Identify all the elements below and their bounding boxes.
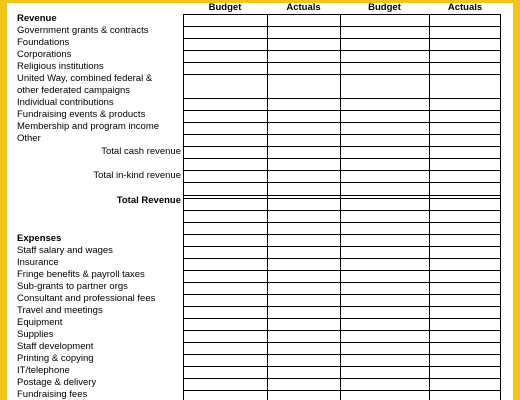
- grid-row-line: [183, 122, 501, 123]
- expense-item: Consultant and professional fees: [17, 293, 156, 304]
- grid-row-line: [183, 366, 501, 367]
- revenue-item: Fundraising events & products: [17, 109, 146, 120]
- grid-row-line: [183, 210, 501, 211]
- revenue-item: Individual contributions: [17, 97, 114, 108]
- grid-row-line: [183, 74, 501, 75]
- expense-item: Staff development: [17, 341, 94, 352]
- expenses-heading: Expenses: [17, 233, 62, 244]
- revenue-item: Foundations: [17, 37, 70, 48]
- grid-row-line: [183, 62, 501, 63]
- grid-row-line: [183, 294, 501, 295]
- budget-worksheet: [7, 3, 513, 400]
- grid-row-line: [183, 170, 501, 171]
- grid-row-line: [183, 342, 501, 343]
- expense-item: Fringe benefits & payroll taxes: [17, 269, 145, 280]
- column-header-actuals-1: Actuals: [286, 3, 321, 13]
- revenue-item: Religious institutions: [17, 61, 104, 72]
- expense-item: Printing & copying: [17, 353, 94, 364]
- revenue-item: Membership and program income: [17, 121, 160, 132]
- grid-row-line: [183, 222, 501, 223]
- total-cash-revenue-label: Total cash revenue: [101, 146, 181, 157]
- column-header-budget-2: Budget: [368, 3, 401, 13]
- revenue-item: other federated campaigns: [17, 85, 131, 96]
- grid-row-line: [183, 198, 501, 199]
- expense-item: Fundraising fees: [17, 389, 88, 400]
- expense-item: Travel and meetings: [17, 305, 103, 316]
- column-header-budget-1: Budget: [208, 3, 242, 13]
- grid-row-line: [183, 195, 501, 196]
- total-revenue-label: Total Revenue: [116, 195, 181, 206]
- revenue-item: Other: [17, 133, 41, 144]
- grid-row-line: [183, 134, 501, 135]
- budget-grid: [183, 14, 501, 400]
- grid-row-line: [183, 378, 501, 379]
- grid-row-line: [183, 306, 501, 307]
- grid-row-line: [183, 98, 501, 99]
- expense-item: Postage & delivery: [17, 377, 97, 388]
- grid-row-line: [183, 318, 501, 319]
- grid-row-line: [183, 270, 501, 271]
- grid-row-line: [183, 38, 501, 39]
- grid-row-line: [183, 246, 501, 247]
- grid-row-line: [183, 234, 501, 235]
- grid-row-line: [183, 50, 501, 51]
- column-header-actuals-2: Actuals: [447, 3, 483, 13]
- grid-row-line: [183, 354, 501, 355]
- grid-row-line: [183, 158, 501, 159]
- grid-row-line: [183, 182, 501, 183]
- grid-row-line: [183, 282, 501, 283]
- grid-row-line: [183, 110, 501, 111]
- grid-row-line: [183, 330, 501, 331]
- expense-item: Supplies: [17, 329, 54, 340]
- grid-row-line: [183, 258, 501, 259]
- revenue-item: United Way, combined federal &: [17, 73, 153, 84]
- grid-row-line: [183, 146, 501, 147]
- total-inkind-revenue-label: Total in-kind revenue: [93, 170, 181, 181]
- expense-item: Staff salary and wages: [17, 245, 113, 256]
- revenue-item: Government grants & contracts: [17, 25, 149, 36]
- grid-row-line: [183, 14, 501, 15]
- expense-item: Sub-grants to partner orgs: [17, 281, 128, 292]
- revenue-heading: Revenue: [17, 13, 57, 24]
- expense-item: Equipment: [17, 317, 63, 328]
- grid-row-line: [183, 26, 501, 27]
- expense-item: Insurance: [17, 257, 59, 268]
- expense-item: IT/telephone: [17, 365, 70, 376]
- revenue-item: Corporations: [17, 49, 72, 60]
- grid-row-line: [183, 390, 501, 391]
